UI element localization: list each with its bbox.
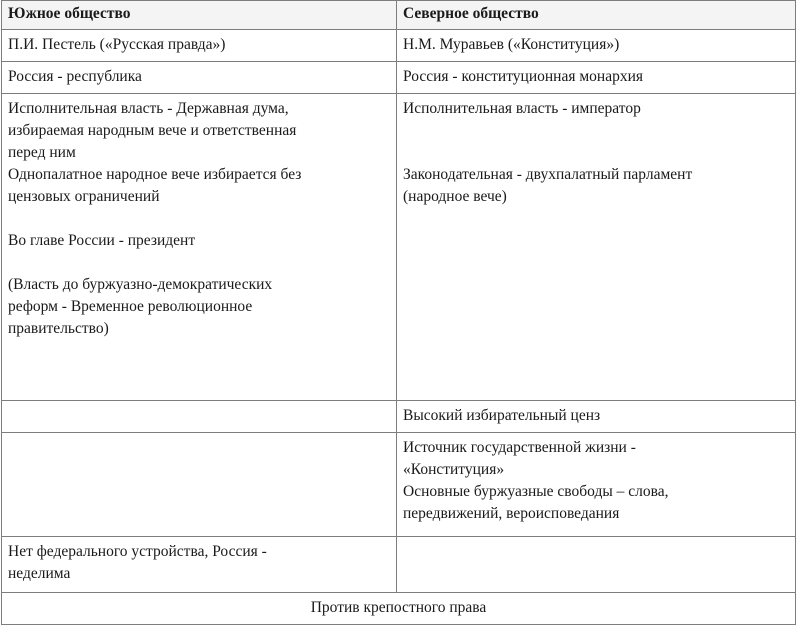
table-row — [2, 62, 796, 94]
cell-line: Основные буржуазные свободы – слова, — [403, 483, 669, 500]
cell-north-freedoms — [397, 433, 796, 537]
cell-south-empty — [2, 433, 397, 537]
cell-line: Исполнительная власть - император — [403, 100, 641, 117]
cell-line: Однопалатное народное вече избирается без — [8, 166, 302, 183]
cell-line: Источник государственной жизни - — [403, 439, 636, 456]
cell-south-author: П.И. Пестель («Русская правда») — [2, 30, 397, 62]
cell-north-power — [397, 94, 796, 401]
cell-north-author: Н.М. Муравьев («Конституция») — [397, 30, 796, 62]
cell-line: (народное вече) — [403, 188, 507, 205]
header-south-society: Южное общество — [2, 1, 397, 30]
cell-line: Во главе России - президент — [8, 232, 196, 249]
cell-line: (Власть до буржуазно-демократических — [8, 276, 273, 293]
cell-line: цензовых ограничений — [8, 188, 160, 205]
table-row — [2, 30, 796, 62]
table-row — [2, 537, 796, 593]
cell-north-empty — [397, 537, 796, 593]
blank-line — [403, 120, 789, 164]
table-header — [2, 1, 796, 30]
blank-line — [8, 252, 390, 274]
cell-line: передвижений, вероисповедания — [403, 505, 620, 522]
cell-south-form-of-state: Россия - республика — [2, 62, 397, 94]
cell-line: перед ним — [8, 144, 76, 161]
document-page — [1, 0, 797, 616]
header-row — [2, 1, 796, 30]
table-row — [2, 401, 796, 433]
cell-line: правительство) — [8, 320, 109, 337]
cell-south-power — [2, 94, 397, 401]
cell-line: избираемая народным вече и ответственная — [8, 122, 297, 139]
table-body — [2, 30, 796, 625]
table-row — [2, 593, 796, 625]
table-row — [2, 94, 796, 401]
table-row — [2, 433, 796, 537]
cell-line: Исполнительная власть - Державная дума, — [8, 100, 289, 117]
cell-line: Законодательная - двухпалатный парламент — [403, 166, 693, 183]
cell-line: Нет федерального устройства, Россия - — [8, 543, 267, 560]
cell-north-census: Высокий избирательный ценз — [397, 401, 796, 433]
cell-south-empty — [2, 401, 397, 433]
cell-south-federation — [2, 537, 397, 593]
blank-line — [8, 208, 390, 230]
cell-line: «Конституция» — [403, 461, 505, 478]
cell-line: неделима — [8, 565, 71, 582]
cell-line: реформ - Временное революционное — [8, 298, 253, 315]
cell-north-form-of-state: Россия - конституционная монархия — [397, 62, 796, 94]
header-north-society: Северное общество — [397, 1, 796, 30]
cell-common-serfdom: Против крепостного права — [2, 593, 796, 625]
comparison-table — [1, 0, 796, 625]
